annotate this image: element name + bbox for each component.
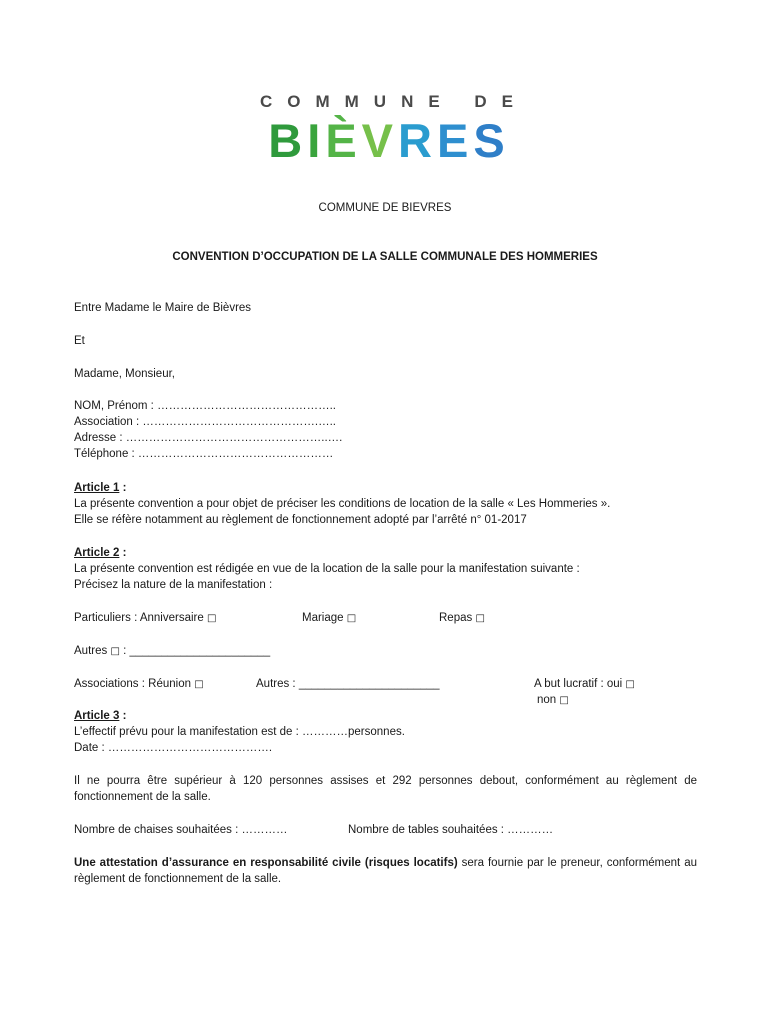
logo-letter: S [473,114,510,167]
checkbox-lucratif-oui[interactable]: □ [625,679,635,690]
article-1-line-1: La présente convention a pour objet de préciser les conditions de location de la salle « Les Hommeries ». [74,498,611,510]
intro-line-3: Madame, Monsieur, [74,368,175,380]
option-mariage: Mariage □ [302,612,357,624]
insurance-paragraph: Une attestation d’assurance en responsabilité civile (risques locatifs) sera fournie par le preneur, conformément au règlement de fonctionnement de la salle. [74,857,697,885]
field-nom: NOM, Prénom : ……………………………………….. [74,400,336,412]
intro-line-2: Et [74,335,85,347]
field-tables: Nombre de tables souhaitées : ………… [348,824,554,836]
checkbox-anniversaire[interactable]: □ [206,613,217,624]
article-2-line-1: La présente convention est rédigée en vue de la location de la salle pour la manifestation suivante : [74,563,580,575]
option-reunion: Associations : Réunion □ [74,678,204,690]
article-3-capacity-paragraph: Il ne pourra être supérieur à 120 personnes assises et 292 personnes debout, conformément au règlement de fonctionnement de la salle. [74,775,697,803]
commune-name: COMMUNE DE BIEVRES [318,202,452,214]
logo-letter: V [361,114,399,167]
article-3-line-2: Date : ……………………………………. [74,742,273,754]
checkbox-mariage[interactable]: □ [346,613,357,624]
option-autres-association: Autres : ______________________ [256,678,440,690]
option-repas: Repas □ [439,612,485,624]
logo-letter: È [325,114,362,167]
field-telephone: Téléphone : …………………………………………… [74,448,334,460]
field-chaises: Nombre de chaises souhaitées : ………… [74,824,288,836]
document-title: CONVENTION D’OCCUPATION DE LA SALLE COMMUNALE DES HOMMERIES [172,251,598,263]
article-1-heading: Article 1 : [74,482,127,494]
option-anniversaire: Particuliers : Anniversaire □ [74,612,217,624]
logo-top-line: COMMUNE DE [259,92,529,111]
logo-main-word [0,116,770,166]
article-2-line-2: Précisez la nature de la manifestation : [74,579,273,591]
option-autres: Autres □ : ______________________ [74,645,271,657]
article-2-heading: Article 2 : [74,547,127,559]
commune-logo [0,92,770,166]
logo-letter: R [398,114,437,167]
field-adresse: Adresse : ……………………………………………..…. [74,432,343,444]
option-but-lucratif-oui: A but lucratif : oui □ [534,678,635,690]
logo-letter: B [268,114,308,167]
article-3-line-1: L’effectif prévu pour la manifestation est de : …………personnes. [74,726,405,738]
logo-letter: E [436,114,474,167]
intro-line-1: Entre Madame le Maire de Bièvres [74,302,252,314]
checkbox-reunion[interactable]: □ [194,679,204,690]
checkbox-autres[interactable]: □ [110,646,120,657]
article-3-heading: Article 3 : [74,710,127,722]
article-1-line-2: Elle se réfère notamment au règlement de fonctionnement adopté par l’arrêté n° 01-2017 [74,514,527,526]
field-association: Association : ……………………………………….….. [74,416,336,428]
checkbox-lucratif-non[interactable]: □ [559,695,569,706]
checkbox-repas[interactable]: □ [475,613,485,624]
option-but-lucratif-non: non □ [537,694,569,706]
logo-letter: I [307,114,326,167]
